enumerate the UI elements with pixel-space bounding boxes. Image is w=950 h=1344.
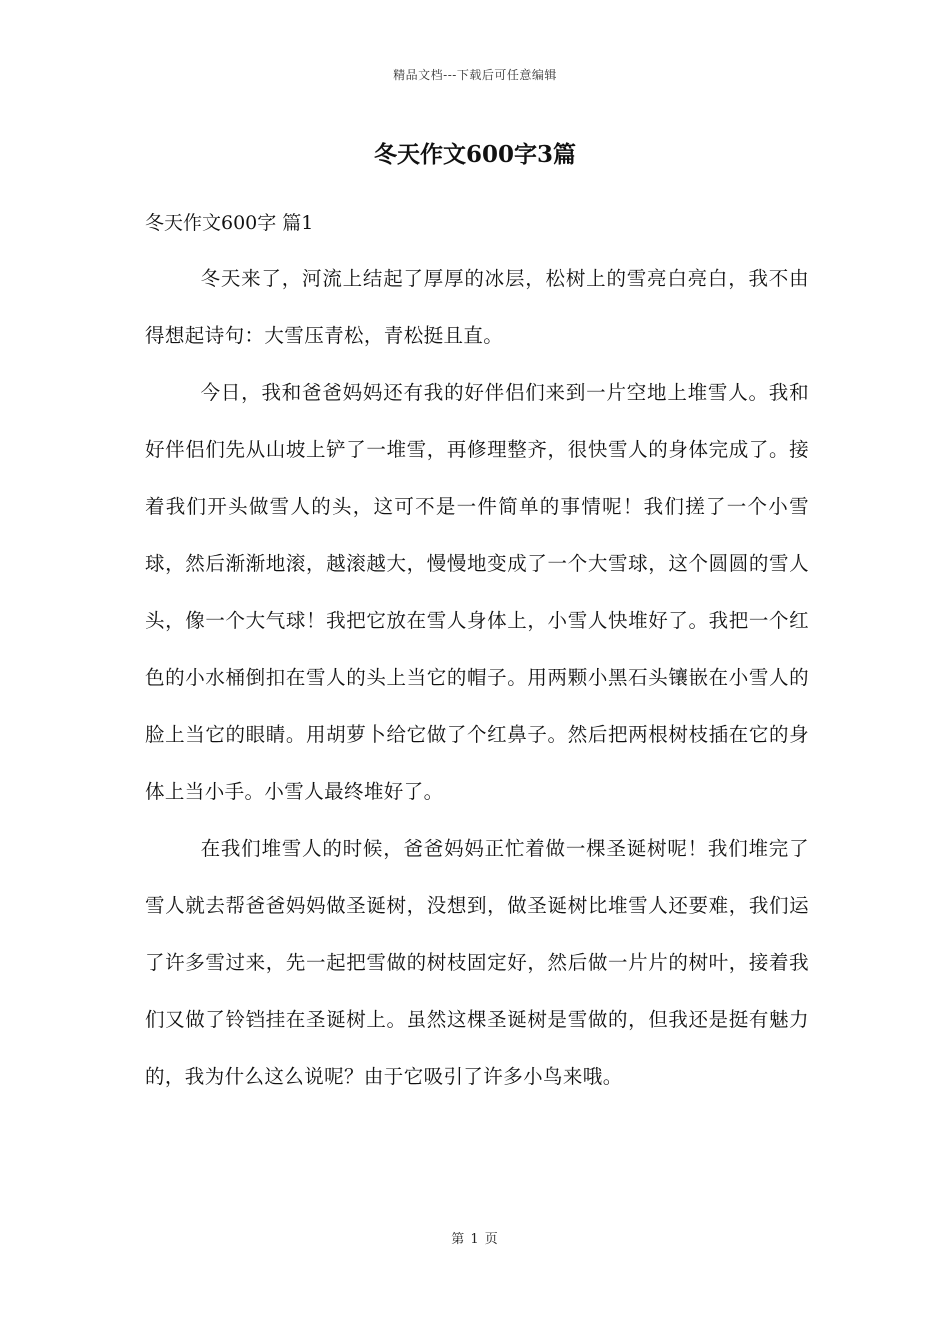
document-title: 冬天作文600字3篇 — [373, 141, 576, 168]
paragraph-1: 冬天来了，河流上结起了厚厚的冰层，松树上的雪亮白亮白，我不由得想起诗句：大雪压青松，青松挺且直。 — [145, 267, 809, 347]
paragraph-3: 在我们堆雪人的时候，爸爸妈妈正忙着做一棵圣诞树呢！我们堆完了雪人就去帮爸爸妈妈做圣诞树，没想到，做圣诞树比堆雪人还要难，我们运了许多雪过来，先一起把雪做的树枝固定好，然后做一片片的树叶，接着我们又做了铃铛挂在圣诞树上。虽然这棵圣诞树是雪做的，但我还是挺有魅力的，我为什么这么说呢？由于它吸引了许多小鸟来哦。 — [145, 837, 809, 1088]
page-number: 第 1 页 — [451, 1232, 499, 1247]
header-note: 精品文档---下载后可任意编辑 — [393, 68, 557, 82]
document-body — [145, 250, 809, 1105]
section-heading: 冬天作文600字 篇1 — [145, 212, 314, 234]
paragraph-2: 今日，我和爸爸妈妈还有我的好伴侣们来到一片空地上堆雪人。我和好伴侣们先从山坡上铲了一堆雪，再修理整齐，很快雪人的身体完成了。接着我们开头做雪人的头，这可不是一件简单的事情呢！我们搓了一个小雪球，然后渐渐地滚，越滚越大，慢慢地变成了一个大雪球，这个圆圆的雪人头，像一个大气球！我把它放在雪人身体上，小雪人快堆好了。我把一个红色的小水桶倒扣在雪人的头上当它的帽子。用两颗小黑石头镶嵌在小雪人的脸上当它的眼睛。用胡萝卜给它做了个红鼻子。然后把两根树枝插在它的身体上当小手。小雪人最终堆好了。 — [145, 381, 809, 803]
